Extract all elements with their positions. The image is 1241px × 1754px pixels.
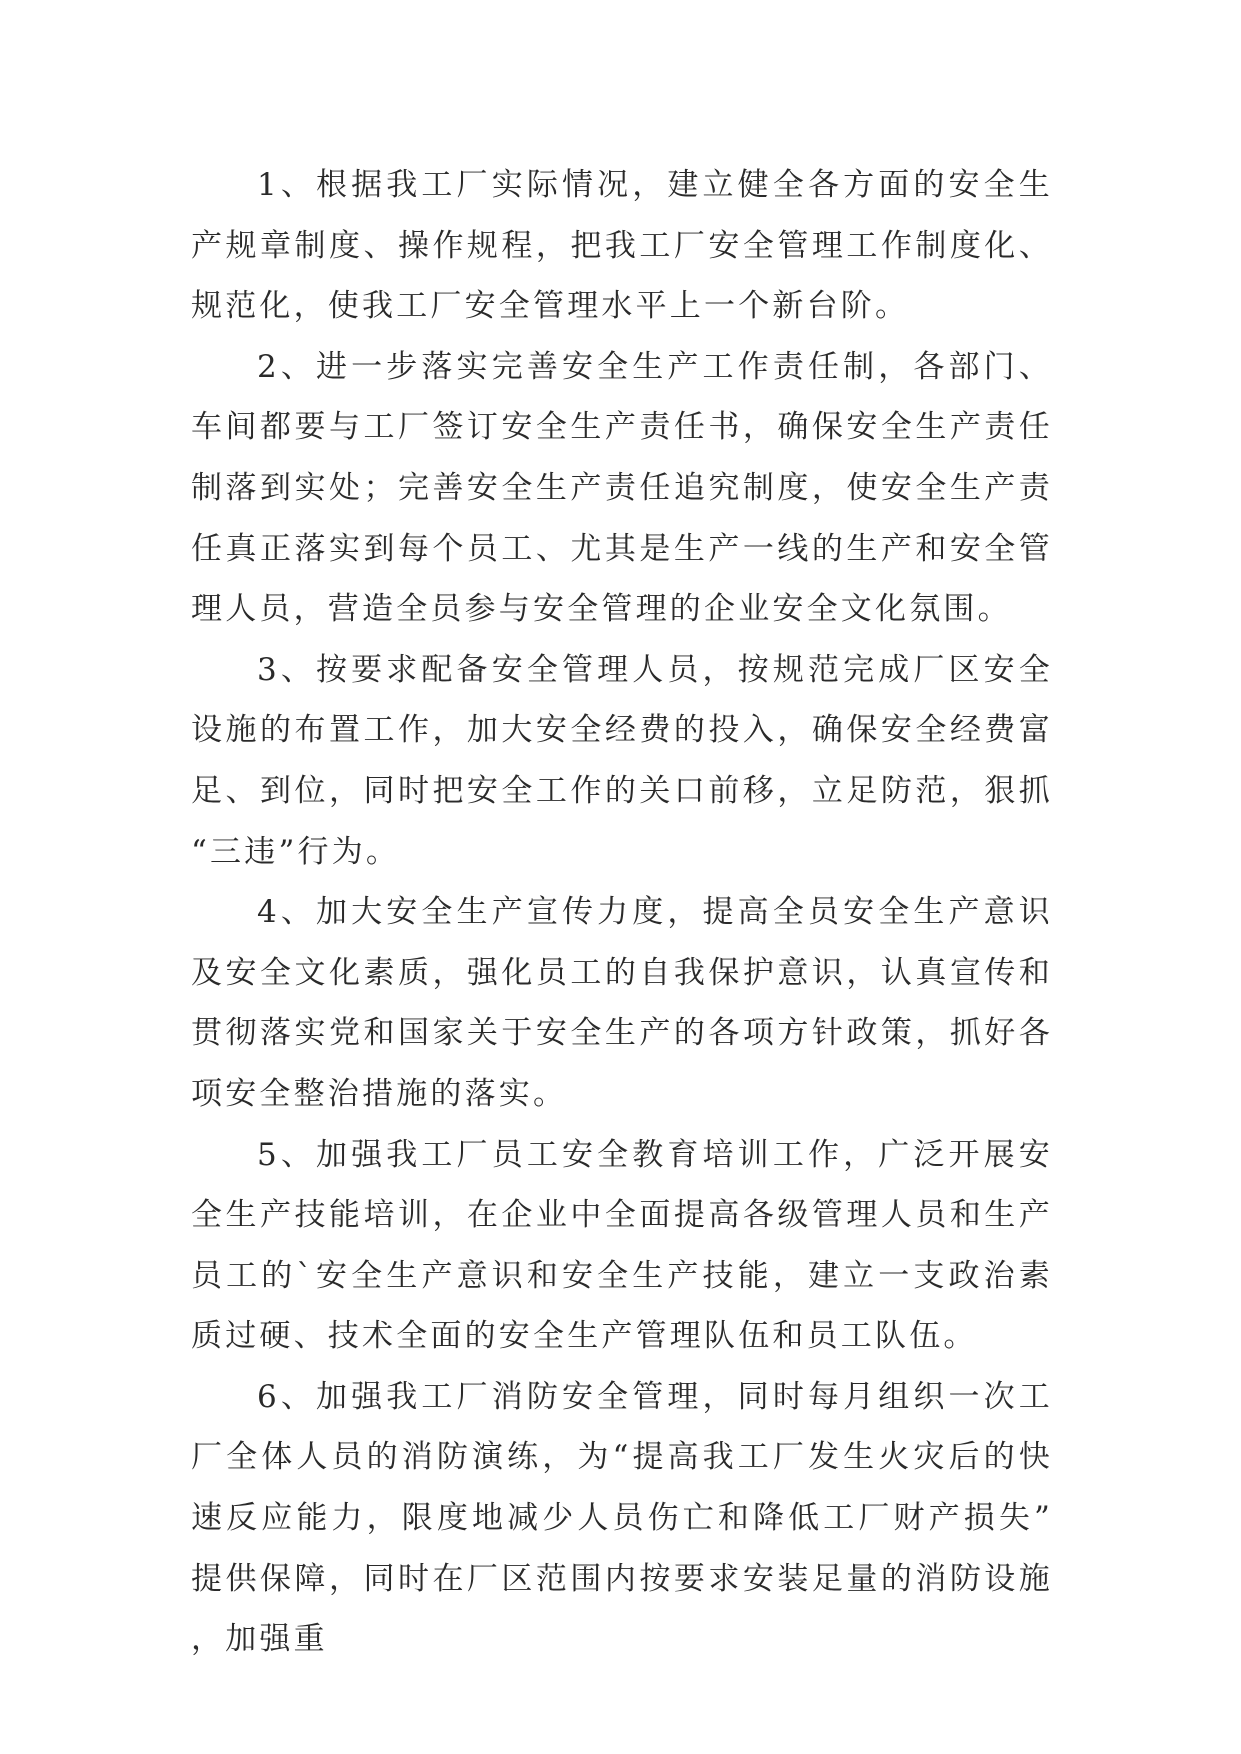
paragraph-1: 1、根据我工厂实际情况，建立健全各方面的安全生产规章制度、操作规程，把我工厂安全管理工作制度化、规范化，使我工厂安全管理水平上一个新台阶。 — [191, 167, 1053, 325]
paragraph-4: 4、加大安全生产宣传力度，提高全员安全生产意识及安全文化素质，强化员工的自我保护意识，认真宣传和贯彻落实党和国家关于安全生产的各项方针政策，抓好各项安全整治措施的落实。 — [191, 894, 1053, 1112]
document-body — [191, 155, 1053, 1670]
paragraph-3: 3、按要求配备安全管理人员，按规范完成厂区安全设施的布置工作，加大安全经费的投入，确保安全经费富足、到位，同时把安全工作的关口前移，立足防范，狠抓“三违”行为。 — [191, 651, 1053, 870]
paragraph-5: 5、加强我工厂员工安全教育培训工作，广泛开展安全生产技能培训，在企业中全面提高各级管理人员和生产员工的`安全生产意识和安全生产技能，建立一支政治素质过硬、技术全面的安全生产管理队伍和员工队伍。 — [191, 1136, 1053, 1355]
paragraph-2: 2、进一步落实完善安全生产工作责任制，各部门、车间都要与工厂签订安全生产责任书，确保安全生产责任制落到实处；完善安全生产责任追究制度，使安全生产责任真正落实到每个员工、尤其是生产一线的生产和安全管理人员，营造全员参与安全管理的企业安全文化氛围。 — [191, 348, 1053, 628]
paragraph-6: 6、加强我工厂消防安全管理，同时每月组织一次工厂全体人员的消防演练，为“提高我工厂发生火灾后的快速反应能力，限度地减少人员伤亡和降低工厂财产损失”提供保障，同时在厂区范围内按要求安装足量的消防设施，加强重 — [191, 1378, 1053, 1658]
